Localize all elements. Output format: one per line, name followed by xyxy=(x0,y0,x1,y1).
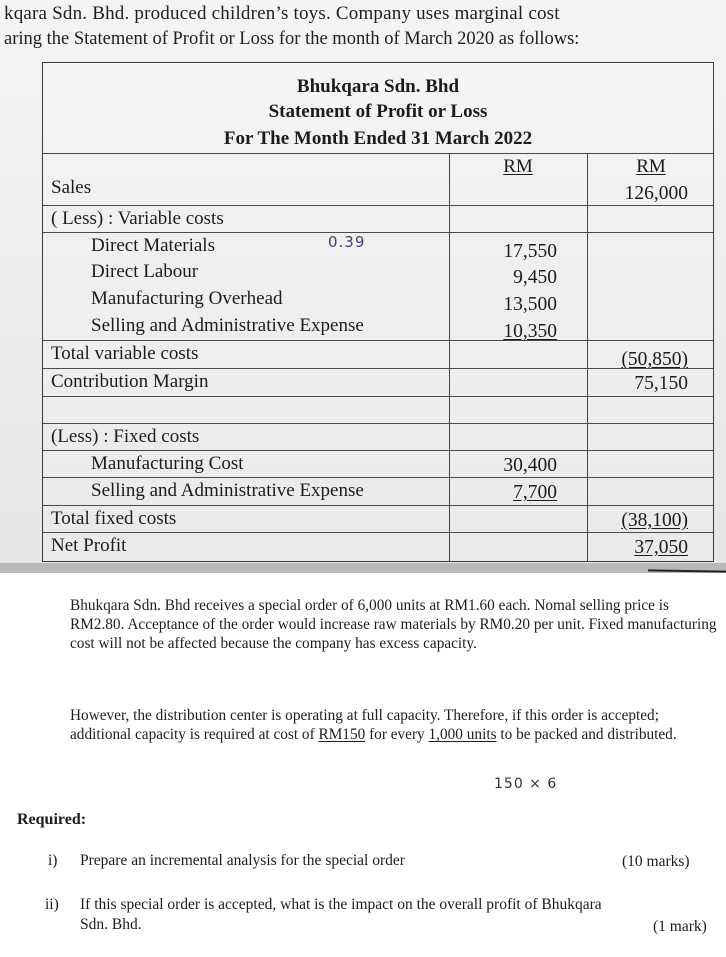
handwritten-calculation: 150 × 6 xyxy=(494,776,558,792)
row-amount-col1: 30,400 xyxy=(503,455,557,476)
table-row xyxy=(43,477,713,504)
row-label: ( Less) : Variable costs xyxy=(51,208,224,229)
table-row xyxy=(43,205,713,232)
intro-line-2: aring the Statement of Profit or Loss for the month of March 2020 as follows: xyxy=(4,29,580,49)
row-amount-col1: 9,450 xyxy=(513,267,557,288)
row-label: Sales xyxy=(51,177,92,198)
company-name: Bhukqara Sdn. Bhd xyxy=(296,76,460,97)
handwritten-note: 0.39 xyxy=(328,233,366,251)
row-label: Manufacturing Overhead xyxy=(91,288,283,309)
row-label: Selling and Administrative Expense xyxy=(91,315,364,336)
row-amount-col2: (50,850) xyxy=(621,349,688,370)
question-paragraph-1: Bhukqara Sdn. Bhd receives a special order of 6,000 units at RM1.60 each. Nomal selling price is RM2.80. Acceptance of the order would increase raw materials by RM0.20 per unit. Fixed manufacturing cost will not be affected because the company has excess capacity. xyxy=(70,597,717,652)
row-amount-col1: 17,550 xyxy=(503,241,557,262)
table-row xyxy=(43,368,713,395)
table-row xyxy=(43,396,713,423)
row-label: Total variable costs xyxy=(51,343,199,364)
row-amount-col1: 10,350 xyxy=(503,321,557,342)
paragraph-text: to be packed and distributed. xyxy=(496,726,677,743)
row-amount-col2: 75,150 xyxy=(634,373,688,394)
row-amount-col2: (38,100) xyxy=(621,510,688,531)
profit-loss-statement xyxy=(42,62,714,562)
row-label: Direct Labour xyxy=(91,261,199,282)
row-amount-col1: 7,700 xyxy=(513,482,557,503)
row-label: Total fixed costs xyxy=(51,508,177,529)
currency-col2: RM xyxy=(636,156,666,177)
row-label: Manufacturing Cost xyxy=(91,453,244,474)
table-row xyxy=(43,450,713,477)
table-row xyxy=(43,175,713,202)
paragraph-text: for every xyxy=(365,726,429,743)
statement-period: For The Month Ended 31 March 2022 xyxy=(223,128,533,149)
table-row xyxy=(43,532,713,559)
statement-title: Statement of Profit or Loss xyxy=(268,101,488,122)
table-row xyxy=(43,313,713,340)
intro-line-1: kqara Sdn. Bhd. produced children’s toys. Company uses marginal cost xyxy=(4,3,560,24)
table-row xyxy=(43,505,713,532)
row-label: Direct Materials xyxy=(91,235,215,256)
row-label: Net Profit xyxy=(51,535,127,556)
question-text-continued: Sdn. Bhd. xyxy=(80,916,142,933)
question-paragraph-2 xyxy=(70,706,720,744)
underlined-units: 1,000 units xyxy=(428,726,497,743)
required-heading: Required: xyxy=(17,811,87,828)
question-number: i) xyxy=(48,852,58,869)
table-row xyxy=(43,259,713,286)
row-label: (Less) : Fixed costs xyxy=(51,426,200,447)
row-amount-col1: 13,500 xyxy=(503,294,557,315)
question-text: If this special order is accepted, what is the impact on the overall profit of Bhukqara xyxy=(80,896,602,913)
row-amount-col2: 37,050 xyxy=(634,537,688,558)
row-label: Selling and Administrative Expense xyxy=(91,480,364,501)
question-marks: (1 mark) xyxy=(653,918,707,935)
photo-divider xyxy=(0,563,726,573)
underlined-cost: RM150 xyxy=(318,726,366,743)
table-row xyxy=(43,423,713,450)
question-marks: (10 marks) xyxy=(622,853,690,870)
question-number: ii) xyxy=(45,896,59,913)
table-row xyxy=(43,286,713,313)
currency-col1: RM xyxy=(503,156,533,177)
row-amount-col2: 126,000 xyxy=(624,183,688,204)
table-row xyxy=(43,232,713,262)
paragraph-text: However, the distribution center is operating at full capacity. Therefore, if this order is accepted; additional capacity is required at cost of xyxy=(70,707,659,743)
table-row xyxy=(43,340,713,370)
question-text: Prepare an incremental analysis for the special order xyxy=(80,852,405,869)
row-label: Contribution Margin xyxy=(51,371,209,392)
